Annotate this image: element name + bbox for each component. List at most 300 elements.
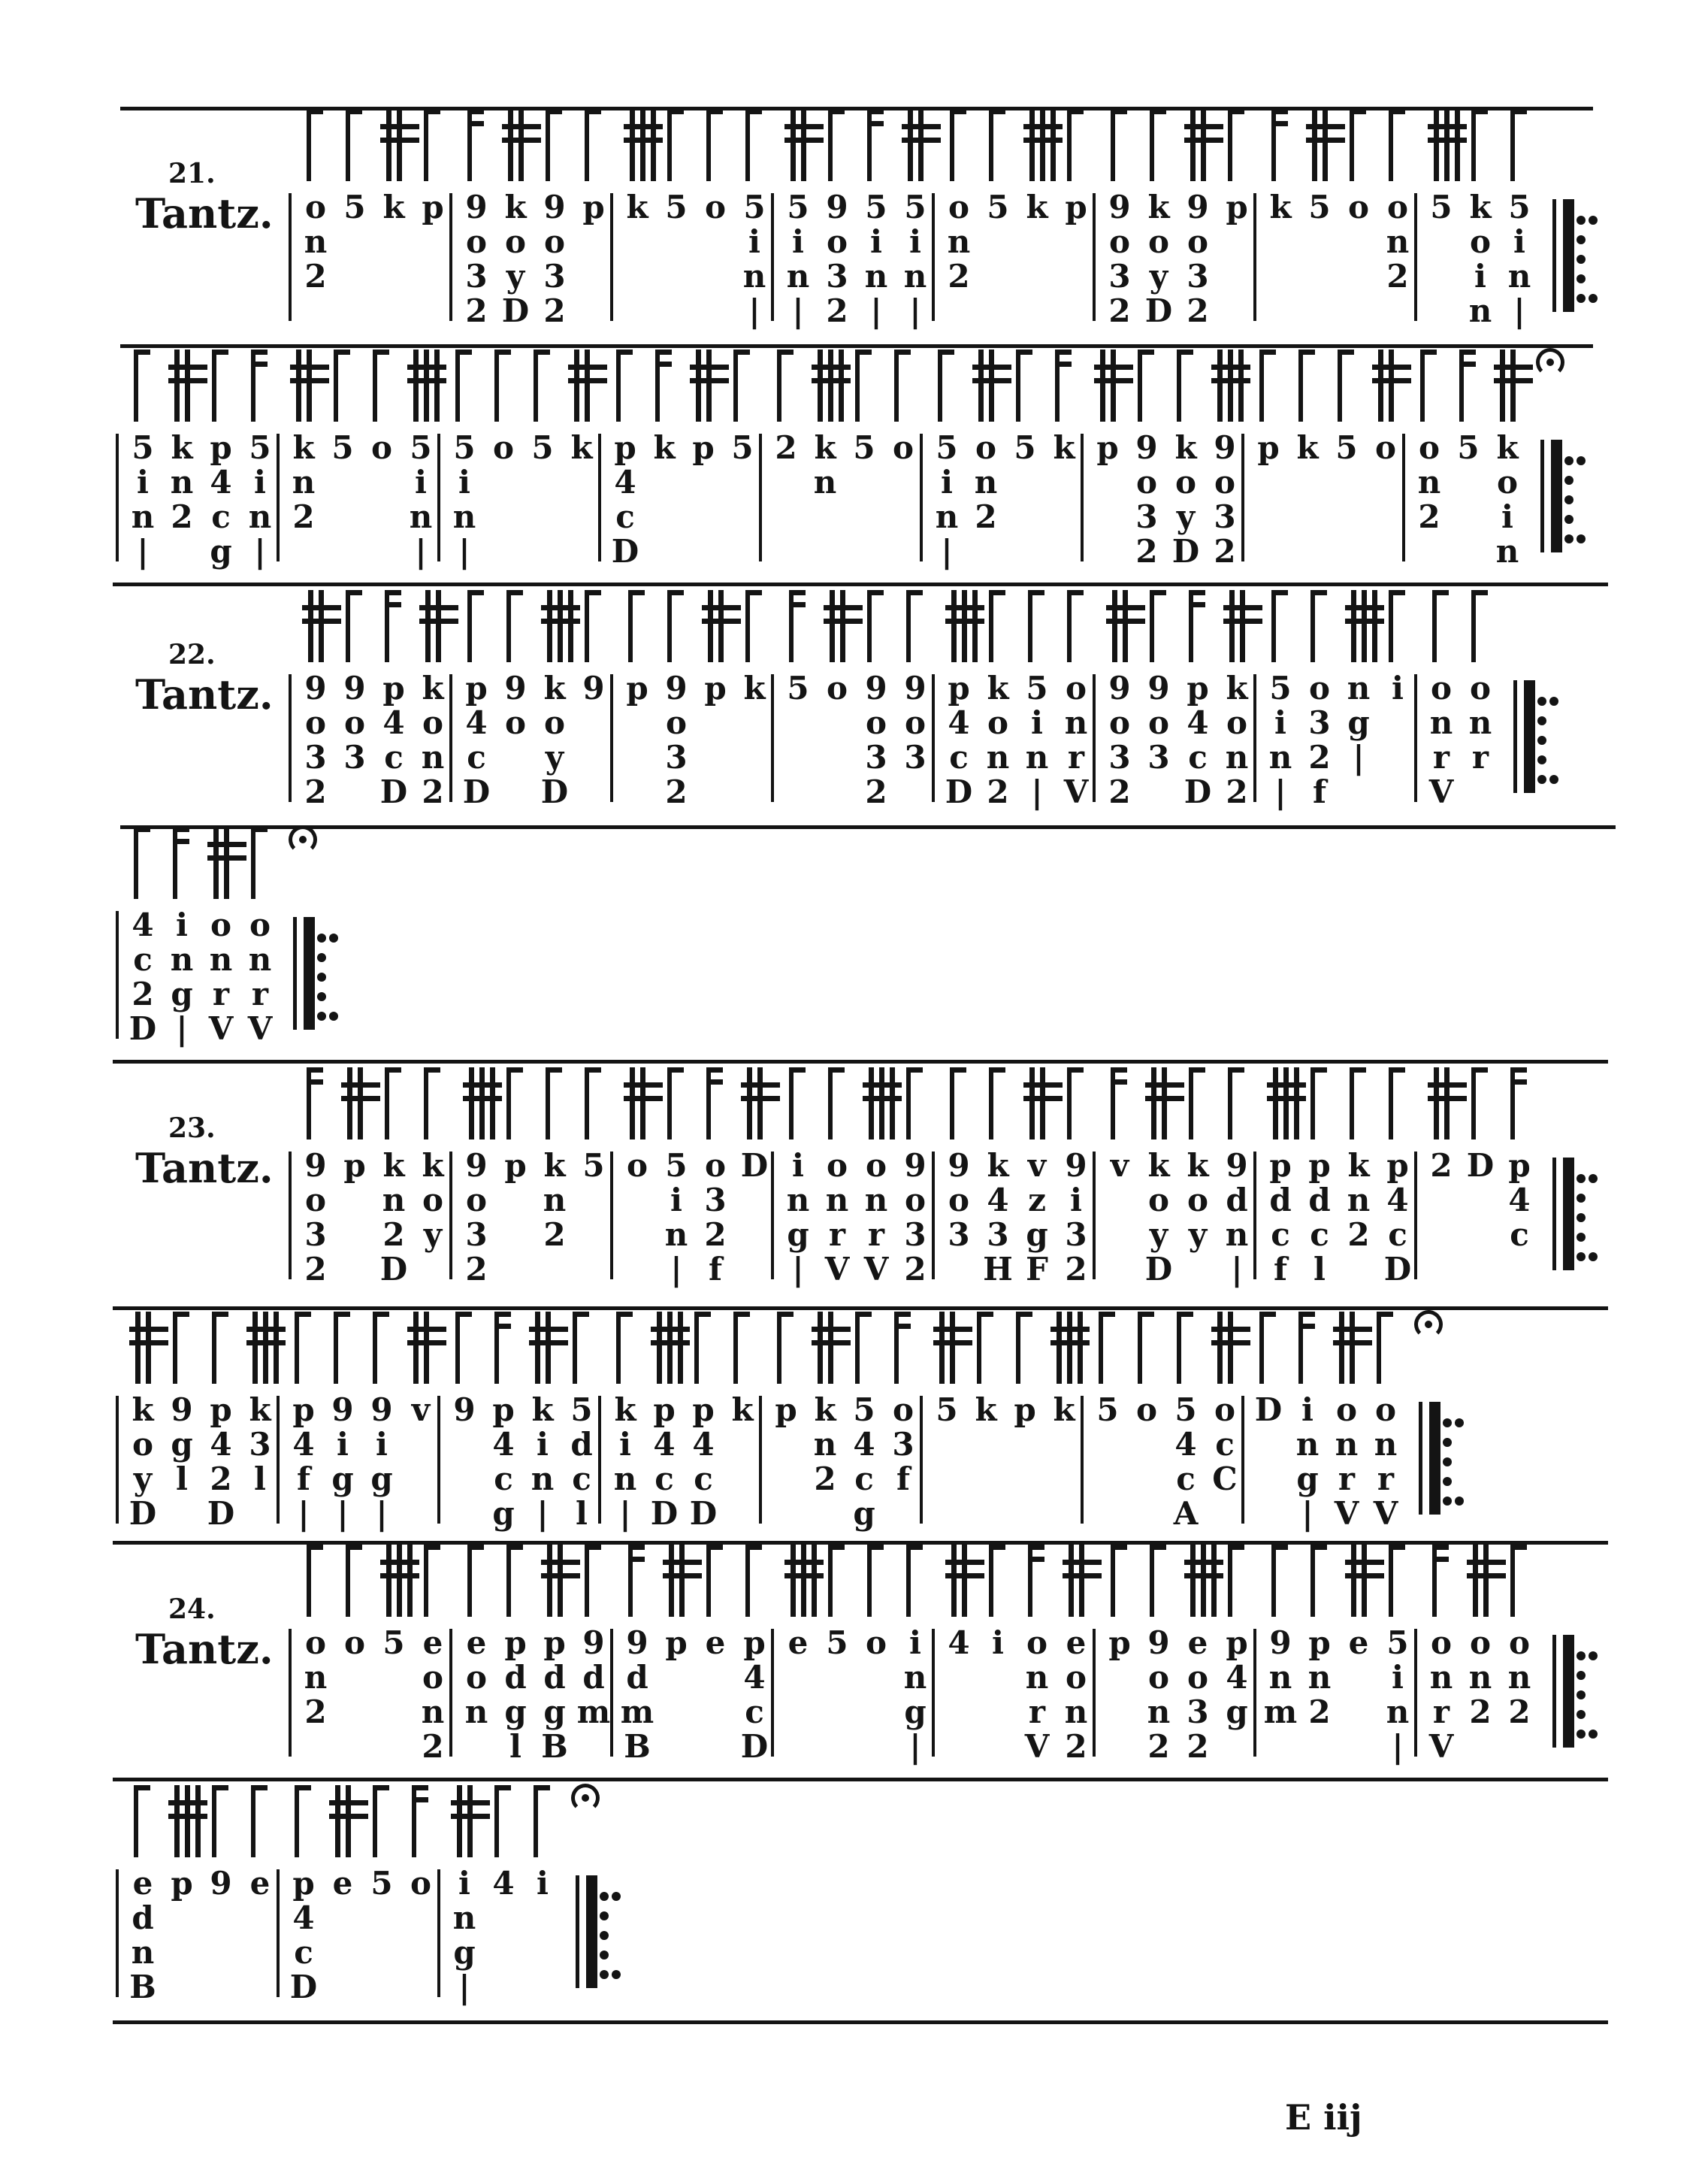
tablature-chord: o n r V [208, 906, 234, 1047]
rhythm-sign-flag [902, 1545, 924, 1617]
bar-line [610, 674, 613, 802]
final-repeat-sign [1536, 440, 1589, 552]
tablature-chord: 9 i 3 2 [1065, 1147, 1087, 1288]
rhythm-stem [818, 1312, 823, 1384]
rhythm-sign-flag [1467, 1067, 1489, 1139]
rhythm-sign-flag [1023, 590, 1046, 662]
rhythm-stem [346, 109, 350, 181]
rhythm-stem [407, 1545, 413, 1617]
tablature-chord: 9 d n | [1225, 1147, 1249, 1288]
rhythm-sign-flag [741, 109, 763, 181]
rhythm-stem [373, 1785, 377, 1857]
rhythm-sign-semiminim [784, 109, 824, 181]
bar-line [1253, 1152, 1256, 1279]
rhythm-stem [1211, 1545, 1217, 1617]
rhythm-sign-semiminim [1211, 1312, 1250, 1384]
rhythm-stem [252, 1312, 258, 1384]
dance-number: 24. [168, 1593, 216, 1625]
rhythm-flag [1228, 109, 1244, 114]
rhythm-stem [867, 109, 872, 181]
rhythm-stem [547, 1545, 552, 1617]
rhythm-flag [1310, 590, 1327, 595]
dance-number: 23. [168, 1112, 216, 1144]
final-repeat-sign [1509, 680, 1561, 793]
rhythm-stem [950, 109, 954, 181]
rhythm-sign-flag [541, 1067, 564, 1139]
tablature-chord: D [740, 1147, 769, 1184]
bar-line [289, 674, 292, 802]
rhythm-beam [407, 378, 446, 383]
rhythm-sign-flag [1306, 1067, 1329, 1139]
rhythm-stem [655, 350, 660, 422]
repeat-dot [1576, 456, 1586, 465]
rhythm-flag [855, 1312, 872, 1317]
rhythm-flag [424, 1545, 440, 1550]
rhythm-sign-semiminim [741, 1067, 780, 1139]
rhythm-stem [1434, 1067, 1439, 1139]
rhythm-beam [1223, 619, 1262, 624]
rhythm-flag [1471, 109, 1488, 114]
tablature-chord: 9 o 3 [1147, 670, 1170, 776]
rhythm-stem [346, 590, 350, 662]
tablature-chord: 5 i n | [742, 189, 766, 329]
rhythm-sign-flag [1255, 1312, 1277, 1384]
rhythm-stem [1471, 590, 1476, 662]
rhythm-sign-flag [863, 1545, 885, 1617]
tablature-system-6 [113, 1312, 1608, 1552]
rhythm-stem [308, 590, 313, 662]
rhythm-stem [1067, 1312, 1072, 1384]
repeat-bar [293, 917, 297, 1030]
rhythm-sign-flag [1372, 1312, 1395, 1384]
tablature-chord: p 4 c D [611, 429, 639, 570]
rhythm-stem [1150, 1545, 1154, 1617]
rhythm-beam [380, 1560, 419, 1565]
rhythm-flag [950, 1067, 966, 1073]
rhythm-beam [541, 1560, 580, 1565]
rhythm-sign-flag [502, 1067, 524, 1139]
bar-line [771, 1152, 774, 1279]
rhythm-beam [1211, 1340, 1250, 1345]
rhythm-flag [1111, 109, 1127, 114]
repeat-dot [600, 1931, 609, 1940]
rhythm-flag [546, 1067, 562, 1073]
tablature-chord: 5 [987, 189, 1009, 225]
rhythm-stem [747, 1067, 752, 1139]
repeat-dot [612, 1970, 621, 1979]
rhythm-flag [494, 1324, 511, 1329]
rhythm-sign-flag [1306, 1545, 1329, 1617]
rhythm-stem [413, 350, 419, 422]
tablature-chord: 5 [731, 429, 754, 466]
tablature-chord: 5 i n | [131, 429, 155, 570]
rhythm-beam [1184, 1560, 1223, 1565]
rhythm-stem [789, 590, 794, 662]
rhythm-sign-semiminim [502, 109, 541, 181]
rhythm-stem [424, 1067, 428, 1139]
rhythm-flag [1055, 362, 1072, 367]
rhythm-sign-semiminim [902, 109, 941, 181]
rhythm-stem [490, 1067, 495, 1139]
rhythm-sign-flag [1506, 109, 1528, 181]
fermata-dot [299, 836, 307, 843]
rhythm-flag [777, 1312, 794, 1317]
rhythm-stem [972, 590, 978, 662]
rhythm-stem [962, 590, 967, 662]
rhythm-stem [212, 1785, 216, 1857]
bar-line [449, 1152, 452, 1279]
rhythm-stem [745, 1545, 750, 1617]
rhythm-sign-flag [863, 590, 885, 662]
bar-line [449, 674, 452, 802]
rhythm-sign-semiminim [1063, 1545, 1102, 1617]
rhythm-stem [1444, 109, 1450, 181]
repeat-dot [1443, 1477, 1452, 1486]
rhythm-flag [467, 109, 484, 114]
rhythm-stem [585, 1545, 589, 1617]
rhythm-stem [869, 1067, 874, 1139]
rhythm-stem [733, 350, 738, 422]
final-repeat-sign [571, 1875, 624, 1988]
bar-line [116, 1396, 119, 1524]
repeat-dot [600, 1970, 609, 1979]
rhythm-flag [467, 1545, 484, 1550]
rhythm-stem [1028, 1545, 1032, 1617]
rhythm-flag [706, 1079, 723, 1085]
rhythm-stem [494, 350, 499, 422]
rhythm-sign-flag [1384, 109, 1407, 181]
rhythm-stem [547, 590, 552, 662]
rhythm-beam [246, 1340, 286, 1345]
rhythm-beam [1106, 619, 1145, 624]
tablature-chord: p d c l [1308, 1147, 1331, 1288]
rhythm-flag [307, 1079, 323, 1085]
tablature-chord: 5 4 c A [1173, 1391, 1199, 1532]
rhythm-beam [1345, 1573, 1384, 1578]
rhythm-stem [412, 1785, 416, 1857]
rhythm-stem [890, 1067, 895, 1139]
tablature-chord: o n 2 [304, 1624, 328, 1730]
rhythm-stem [978, 350, 984, 422]
rhythm-flag [777, 350, 794, 355]
rhythm-stem [1271, 590, 1276, 662]
rhythm-beam [168, 1800, 207, 1805]
rhythm-sign-flag [302, 1067, 325, 1139]
rhythm-stem [616, 350, 621, 422]
repeat-dot [1549, 697, 1558, 706]
rhythm-beam [1184, 124, 1223, 129]
rhythm-sign-semiminim [1184, 1545, 1223, 1617]
tablature-chord: 5 [853, 429, 875, 466]
rhythm-flag [494, 350, 511, 355]
rhythm-sign-flag [129, 827, 152, 899]
rhythm-flag [1389, 1067, 1405, 1073]
rhythm-stem [1432, 1545, 1437, 1617]
rhythm-flag [373, 1312, 389, 1317]
tablature-chord: p 4 c D [289, 1865, 318, 2005]
rhythm-flag [745, 1545, 762, 1550]
rhythm-stem [1228, 109, 1232, 181]
rhythm-flag [950, 109, 966, 114]
rhythm-beam [1145, 1096, 1184, 1101]
bar-line [1253, 193, 1256, 321]
rhythm-sign-flag [1223, 1545, 1246, 1617]
tablature-chord: o [1135, 1391, 1157, 1428]
rhythm-stem [134, 350, 138, 422]
bar-line [1414, 674, 1417, 802]
repeat-dot [329, 934, 338, 943]
rhythm-stem [1459, 350, 1464, 422]
rhythm-flag [1067, 109, 1084, 114]
rhythm-sign-semiminim [1428, 1067, 1467, 1139]
rhythm-flag [1111, 1067, 1127, 1073]
rhythm-beam [1467, 1573, 1506, 1578]
tablature-chord: o n 2 [1507, 1624, 1531, 1730]
rhythm-stem [479, 1067, 485, 1139]
rhythm-flag [1510, 1079, 1527, 1085]
rhythm-stem [1190, 109, 1196, 181]
tablature-chord: 9 o 3 2 [665, 670, 688, 810]
rhythm-beam [1267, 1082, 1306, 1088]
rhythm-sign-flag [690, 1312, 712, 1384]
tablature-chord: v z g F [1026, 1147, 1048, 1288]
rhythm-stem [1057, 1312, 1062, 1384]
rhythm-stem [436, 590, 441, 662]
staff-rule-bottom [113, 1778, 1608, 1781]
rhythm-sign-flag [1467, 590, 1489, 662]
rhythm-sign-semiminim [302, 590, 341, 662]
fermata-icon [1414, 1310, 1447, 1333]
bar-line [1241, 434, 1244, 561]
rhythm-beam [207, 842, 246, 847]
rhythm-stem [173, 1312, 177, 1384]
repeat-dot [1589, 294, 1598, 303]
tablature-chord: p 4 c D [1383, 1147, 1412, 1288]
rhythm-beam [690, 378, 729, 383]
repeat-bar [1531, 680, 1535, 793]
rhythm-sign-flag [663, 109, 685, 181]
rhythm-flag [424, 1067, 440, 1073]
tablature-chord: o [492, 429, 514, 466]
rhythm-flag [1459, 350, 1476, 355]
final-repeat-sign [1548, 1635, 1601, 1748]
tablature-chord: p [582, 189, 605, 225]
rhythm-sign-semiminim [1211, 350, 1250, 422]
rhythm-sign-flag [863, 109, 885, 181]
rhythm-stem [777, 1312, 781, 1384]
tablature-chord: o [826, 670, 848, 707]
tablature-chord: k 3 l [249, 1391, 271, 1497]
tablature-chord: 9 o 3 [343, 670, 366, 776]
tablature-chord: 9 o 3 2 [1214, 429, 1236, 570]
rhythm-flag [134, 350, 150, 355]
rhythm-sign-flag [341, 590, 364, 662]
tablature-chord: p 4 c D [650, 1391, 679, 1532]
rhythm-beam [529, 1327, 568, 1332]
repeat-bar [576, 1875, 579, 1988]
rhythm-beam [784, 1573, 824, 1578]
repeat-bar [1570, 1158, 1574, 1270]
rhythm-sign-semiminim [1467, 1545, 1506, 1617]
tablature-chord: D [1254, 1391, 1283, 1428]
rhythm-flag [373, 1785, 389, 1790]
rhythm-stem [1112, 590, 1117, 662]
rhythm-sign-semiminim [1145, 1067, 1184, 1139]
rhythm-stem [506, 1545, 511, 1617]
repeat-dot [1564, 534, 1573, 543]
rhythm-stem [1228, 1067, 1232, 1139]
rhythm-stem [1217, 350, 1223, 422]
rhythm-sign-semiminim [651, 1312, 690, 1384]
repeat-dot [1576, 255, 1586, 264]
rhythm-stem [424, 1312, 429, 1384]
tablature-chord: k [653, 429, 676, 466]
rhythm-stem [1201, 109, 1206, 181]
rhythm-stem [1455, 109, 1460, 181]
rhythm-stem [1190, 1545, 1196, 1617]
rhythm-sign-flag [1172, 1312, 1195, 1384]
fermata-icon [571, 1784, 604, 1806]
rhythm-sign-flag [1172, 350, 1195, 422]
rhythm-flag [251, 350, 268, 355]
rhythm-flag [1432, 590, 1449, 595]
tablature-chord: p 4 c D [740, 1624, 769, 1765]
rhythm-stem [1298, 350, 1303, 422]
rhythm-flag [585, 1067, 601, 1073]
rhythm-stem [1111, 109, 1115, 181]
tablature-chord: o n 2 [947, 189, 971, 295]
bar-line [1414, 193, 1417, 321]
tablature-chord: k [1053, 429, 1075, 466]
rhythm-sign-semiminim [1023, 1067, 1063, 1139]
rhythm-stem [840, 590, 845, 662]
rhythm-sign-flag [502, 590, 524, 662]
tablature-chord: e [332, 1865, 353, 1902]
repeat-dot [1537, 775, 1546, 784]
tablature-chord: 5 4 c g [853, 1391, 875, 1532]
tablature-chord: k o y D [1171, 429, 1200, 570]
rhythm-flag [1028, 1545, 1044, 1550]
rhythm-stem [494, 1785, 499, 1857]
rhythm-stem [307, 1545, 311, 1617]
rhythm-sign-flag [984, 590, 1007, 662]
rhythm-flag [989, 1545, 1005, 1550]
tablature-chord: 9 i g | [370, 1391, 393, 1532]
rhythm-stem [546, 1067, 550, 1139]
bar-line [932, 193, 935, 321]
tablature-chord: p d g l [504, 1624, 527, 1765]
tablature-chord: 5 [1457, 429, 1480, 466]
tablature-chord: o n r V [1428, 1624, 1454, 1765]
dance-title: Tantz. [135, 670, 274, 719]
rhythm-flag [1259, 1312, 1276, 1317]
rhythm-beam [302, 619, 341, 624]
rhythm-signs [113, 1312, 1608, 1387]
repeat-dot [1576, 1671, 1586, 1680]
rhythm-sign-flag [772, 350, 795, 422]
rhythm-beam [784, 124, 824, 129]
bar-line [1093, 193, 1096, 321]
rhythm-stem [385, 590, 389, 662]
rhythm-flag [867, 1545, 884, 1550]
rhythm-sign-flag [490, 1312, 512, 1384]
rhythm-flag [346, 1545, 362, 1550]
rhythm-stem [977, 1312, 981, 1384]
tablature-chord: e o 3 2 [1187, 1624, 1209, 1765]
rhythm-sign-flag [419, 109, 442, 181]
rhythm-beam [329, 1800, 368, 1805]
rhythm-sign-flag [580, 109, 603, 181]
rhythm-stem [1138, 1312, 1142, 1384]
rhythm-sign-flag [1184, 1067, 1207, 1139]
rhythm-beam [1306, 124, 1345, 129]
rhythm-flag [494, 1785, 511, 1790]
repeat-dot [1576, 1651, 1586, 1660]
rhythm-sign-semiminim [290, 350, 329, 422]
repeat-dot [1564, 515, 1573, 524]
tablature-chord: o [343, 1624, 365, 1661]
rhythm-flag [733, 1312, 750, 1317]
rhythm-stem [938, 350, 942, 422]
tablature-chord: 5 [936, 1391, 958, 1428]
tablature-system-8 [113, 1785, 639, 2026]
rhythm-flag [346, 109, 362, 114]
tablature-chord: k i n | [531, 1391, 555, 1532]
rhythm-beam [945, 605, 984, 610]
rhythm-beam [972, 365, 1011, 370]
tablature-chord: o [1374, 429, 1396, 466]
rhythm-flag [745, 590, 762, 595]
tablature-chord: 9 o 3 2 [904, 1147, 927, 1288]
repeat-dot [1564, 456, 1573, 465]
rhythm-flag [616, 350, 633, 355]
rhythm-sign-flag [772, 1312, 795, 1384]
rhythm-flag [1271, 590, 1288, 595]
rhythm-beam [1023, 138, 1063, 143]
tablature-chord: p 4 c [1508, 1147, 1531, 1253]
rhythm-sign-semiminim [407, 350, 446, 422]
tablature-chord: o n r V [1024, 1624, 1050, 1765]
dance-label-22 [135, 639, 274, 719]
rhythm-stem [830, 590, 835, 662]
rhythm-sign-semiminim [624, 1067, 663, 1139]
rhythm-flag [989, 590, 1005, 595]
tablature-chord: p 4 g [1226, 1624, 1248, 1730]
tablature-chord: p [704, 670, 727, 707]
tablature-system-2 [113, 350, 1608, 590]
rhythm-beam [824, 619, 863, 624]
rhythm-signs [113, 827, 413, 902]
rhythm-sign-flag [945, 1067, 968, 1139]
rhythm-sign-flag [368, 350, 391, 422]
rhythm-stem [791, 1545, 796, 1617]
rhythm-sign-semiminim [663, 1545, 702, 1617]
tablature-chord: 9 o 3 2 [465, 1147, 488, 1288]
rhythm-stem [424, 1545, 428, 1617]
repeat-dot [1576, 216, 1586, 225]
rhythm-flag [1099, 1312, 1115, 1317]
rhythm-sign-flag [129, 1785, 152, 1857]
tablature-chord: 9 o 3 2 [543, 189, 566, 329]
rhythm-stem [1067, 590, 1072, 662]
rhythm-sign-flag [1145, 109, 1168, 181]
rhythm-stem [1432, 590, 1437, 662]
rhythm-beam [407, 365, 446, 370]
rhythm-stem [335, 1785, 340, 1857]
rhythm-flag [989, 109, 1005, 114]
rhythm-flag [1228, 1545, 1244, 1550]
tablature-chord: o [370, 429, 392, 466]
